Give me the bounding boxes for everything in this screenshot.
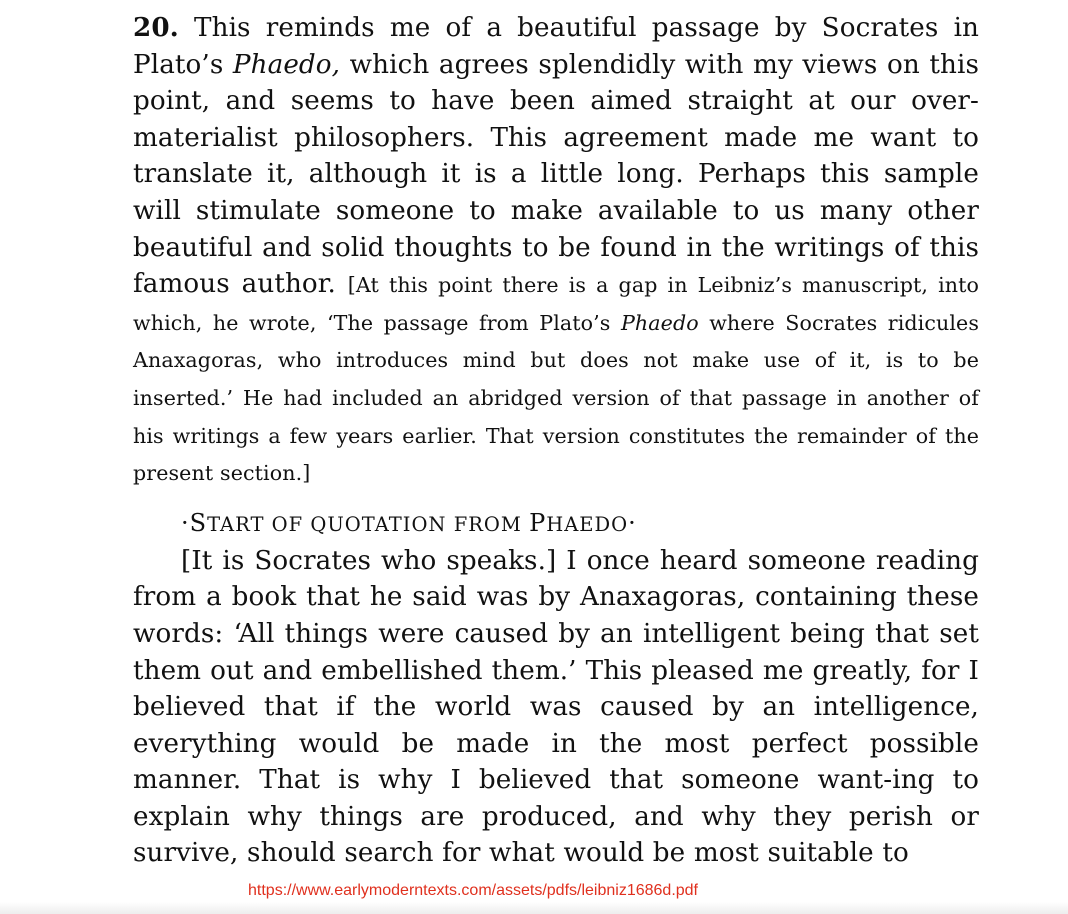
heading-word1-rest: TART OF QUOTATION FROM	[207, 512, 530, 536]
editorial-note	[133, 273, 979, 485]
heading-word2-rest: HAEDO	[546, 512, 629, 536]
heading-word1-cap: S	[189, 508, 208, 537]
heading-dot-left: ·	[181, 508, 190, 537]
book-title: Phaedo,	[232, 49, 341, 80]
editorial-note-text: [At this point there is a gap in Leibniz’s manuscript, into which, he wrote, ‘The passage from Plato’s	[133, 273, 980, 335]
bottom-fade	[0, 902, 1068, 914]
section-number: 20.	[133, 12, 179, 43]
heading-word2-cap: P	[529, 508, 547, 537]
quotation-paragraph: [It is Socrates who speaks.] I once heard someone reading from a book that he said was by Anaxagoras, containing these words: ‘All things were caused by an intelligent being that set them out and embellished them.’ This pleased me greatly, for I believed that if the world was caused by an intelligence, everything would be made in the most perfect possible manner. That is why I believed that someone want-ing to explain why things are produced, and why they perish or survive, should search for what would be most suitable to	[133, 545, 979, 869]
section-intro-text-cont: which agrees splendidly with my views on this point, and seems to have been aimed straight at our over-materialist philosophers. This agreement made me want to translate it, although it is a little long. Perhaps this sample will stimulate someone to make available to us many other beautiful and solid thoughts to be found in the writings of this famous author.	[133, 49, 979, 300]
section-20-paragraph	[133, 10, 979, 492]
editorial-note-text-cont: where Socrates ridicules Anaxagoras, who introduces mind but does not make use of it, is to be inserted.’ He had included an abridged version of that passage in another of his writings a few years earlier. That version constitutes the remainder of the present section.]	[133, 310, 979, 486]
quotation-heading	[181, 505, 979, 543]
source-url-link[interactable]: https://www.earlymoderntexts.com/assets/pdfs/leibniz1686d.pdf	[248, 882, 698, 899]
section-intro-text: This reminds me of a beautiful passage by Socrates in Plato’s	[133, 13, 980, 80]
document-page	[133, 10, 979, 872]
editorial-note-book-title: Phaedo	[620, 310, 699, 335]
heading-dot-right: ·	[628, 508, 637, 537]
